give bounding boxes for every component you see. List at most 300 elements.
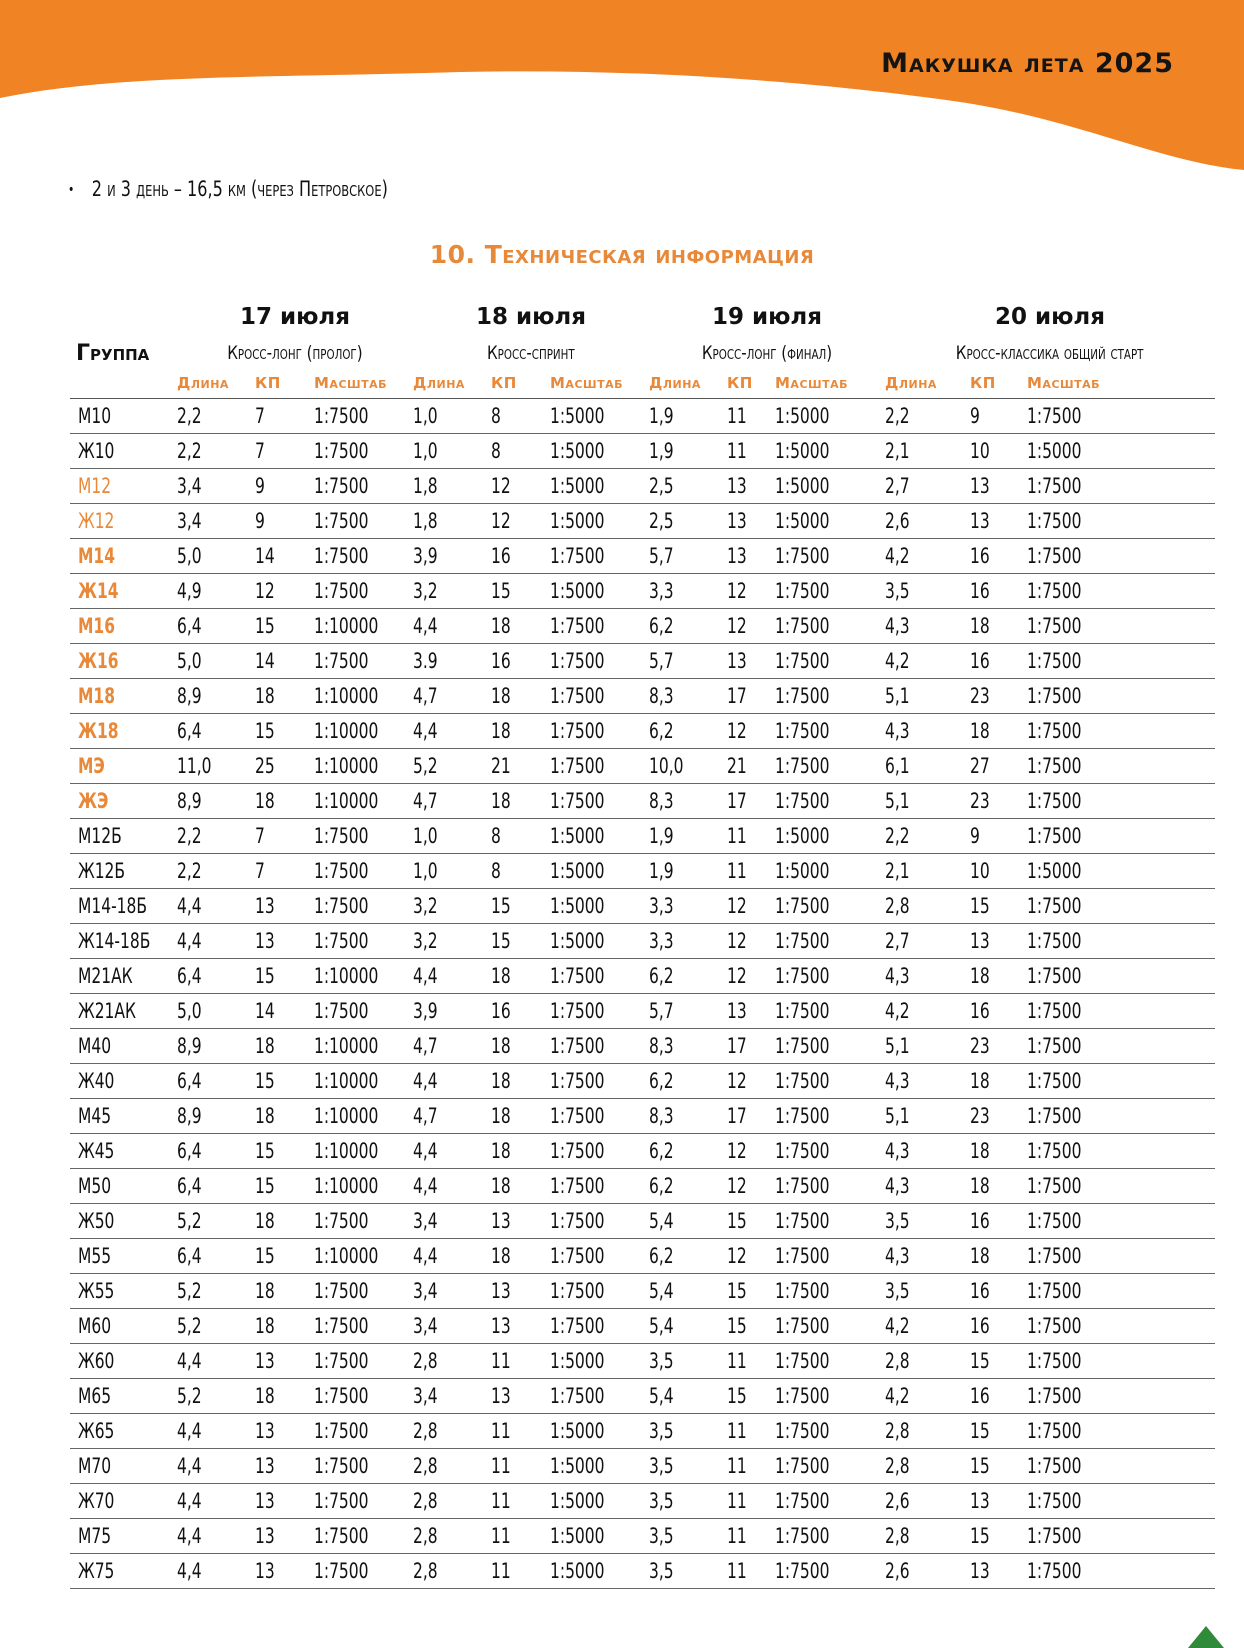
column-header-scale: Масштаб (1027, 368, 1215, 399)
scale-cell: 1:7500 (314, 854, 413, 889)
scale-cell: 1:7500 (1027, 1309, 1215, 1344)
day-date: 20 июля (994, 304, 1106, 330)
length-cell: 4,4 (177, 924, 255, 959)
group-cell: Ж65 (70, 1414, 177, 1449)
cp-cell: 18 (255, 784, 314, 819)
cp-cell: 15 (970, 1344, 1027, 1379)
length-cell: 4,4 (413, 959, 491, 994)
length-cell: 3,4 (413, 1379, 491, 1414)
length-cell: 2,2 (885, 399, 970, 434)
length-cell: 2,2 (885, 819, 970, 854)
cp-cell: 17 (727, 1099, 775, 1134)
cp-cell: 11 (491, 1554, 550, 1589)
scale-cell: 1:7500 (775, 679, 885, 714)
cp-cell: 13 (727, 504, 775, 539)
scale-cell: 1:7500 (314, 644, 413, 679)
group-cell: Ж18 (70, 714, 177, 749)
length-cell: 3,5 (649, 1449, 727, 1484)
length-cell: 3,5 (649, 1414, 727, 1449)
length-cell: 3,3 (649, 924, 727, 959)
length-cell: 2,8 (413, 1554, 491, 1589)
cp-cell: 18 (491, 1029, 550, 1064)
table-row (70, 1554, 1215, 1589)
group-cell: Ж70 (70, 1484, 177, 1519)
length-cell: 3,5 (649, 1554, 727, 1589)
length-cell: 6,1 (885, 749, 970, 784)
scale-cell: 1:5000 (775, 854, 885, 889)
group-cell: Ж50 (70, 1204, 177, 1239)
length-cell: 4,4 (413, 609, 491, 644)
scale-cell: 1:7500 (1027, 889, 1215, 924)
cp-cell: 15 (970, 1519, 1027, 1554)
length-cell: 5,1 (885, 1029, 970, 1064)
cp-cell: 15 (255, 1134, 314, 1169)
cp-cell: 12 (727, 1134, 775, 1169)
cp-cell: 12 (727, 959, 775, 994)
cp-cell: 13 (255, 1484, 314, 1519)
length-cell: 3,5 (649, 1519, 727, 1554)
cp-cell: 18 (491, 1239, 550, 1274)
length-cell: 6,2 (649, 609, 727, 644)
cp-cell: 10 (970, 434, 1027, 469)
scale-cell: 1:7500 (1027, 1519, 1215, 1554)
table-row (70, 994, 1215, 1029)
cp-cell: 16 (491, 994, 550, 1029)
cp-cell: 15 (255, 1169, 314, 1204)
scale-cell: 1:7500 (550, 644, 649, 679)
scale-cell: 1:7500 (775, 609, 885, 644)
scale-cell: 1:5000 (550, 434, 649, 469)
scale-cell: 1:7500 (775, 1519, 885, 1554)
scale-cell: 1:5000 (550, 1519, 649, 1554)
scale-cell: 1:7500 (1027, 1554, 1215, 1589)
length-cell: 5,1 (885, 1099, 970, 1134)
group-cell: Ж12 (70, 504, 177, 539)
scale-cell: 1:7500 (550, 1134, 649, 1169)
scale-cell: 1:7500 (1027, 1099, 1215, 1134)
length-cell: 5,7 (649, 994, 727, 1029)
length-cell: 6,4 (177, 959, 255, 994)
scale-cell: 1:7500 (775, 644, 885, 679)
cp-cell: 10 (970, 854, 1027, 889)
scale-cell: 1:7500 (775, 1309, 885, 1344)
cp-cell: 11 (727, 1344, 775, 1379)
cp-cell: 11 (727, 1554, 775, 1589)
scale-cell: 1:10000 (314, 1169, 413, 1204)
group-header: Группа (76, 341, 150, 366)
cp-cell: 13 (255, 1344, 314, 1379)
length-cell: 3,3 (649, 889, 727, 924)
column-header-cp: КП (255, 368, 314, 399)
cp-cell: 7 (255, 399, 314, 434)
length-cell: 8,9 (177, 1099, 255, 1134)
table-row (70, 714, 1215, 749)
cp-cell: 18 (491, 679, 550, 714)
length-cell: 6,2 (649, 959, 727, 994)
cp-cell: 11 (727, 1449, 775, 1484)
table-row (70, 959, 1215, 994)
group-cell: М12 (70, 469, 177, 504)
length-cell: 5,4 (649, 1309, 727, 1344)
scale-cell: 1:10000 (314, 1099, 413, 1134)
length-cell: 8,9 (177, 1029, 255, 1064)
scale-cell: 1:5000 (550, 819, 649, 854)
scale-cell: 1:7500 (550, 1274, 649, 1309)
length-cell: 2,8 (413, 1344, 491, 1379)
length-cell: 2,7 (885, 469, 970, 504)
scale-cell: 1:7500 (550, 1204, 649, 1239)
group-cell: Ж16 (70, 644, 177, 679)
scale-cell: 1:7500 (314, 1414, 413, 1449)
length-cell: 4,4 (177, 1449, 255, 1484)
length-cell: 2,8 (413, 1484, 491, 1519)
cp-cell: 23 (970, 679, 1027, 714)
length-cell: 6,2 (649, 714, 727, 749)
cp-cell: 18 (491, 1064, 550, 1099)
scale-cell: 1:7500 (1027, 1064, 1215, 1099)
scale-cell: 1:7500 (1027, 819, 1215, 854)
cp-cell: 18 (255, 1274, 314, 1309)
scale-cell: 1:5000 (550, 1449, 649, 1484)
length-cell: 6,2 (649, 1134, 727, 1169)
length-cell: 2,6 (885, 504, 970, 539)
length-cell: 6,4 (177, 609, 255, 644)
scale-cell: 1:7500 (775, 924, 885, 959)
scale-cell: 1:7500 (550, 959, 649, 994)
cp-cell: 16 (970, 1204, 1027, 1239)
scale-cell: 1:5000 (775, 504, 885, 539)
scale-cell: 1:10000 (314, 1134, 413, 1169)
column-header-length: Длина (413, 368, 491, 399)
cp-cell: 18 (491, 714, 550, 749)
length-cell: 5,2 (177, 1379, 255, 1414)
group-cell: ЖЭ (70, 784, 177, 819)
length-cell: 2,2 (177, 854, 255, 889)
scale-cell: 1:7500 (1027, 924, 1215, 959)
length-cell: 4,4 (413, 1064, 491, 1099)
scale-cell: 1:7500 (314, 574, 413, 609)
cp-cell: 15 (491, 924, 550, 959)
column-header-scale: Масштаб (775, 368, 885, 399)
cp-cell: 12 (727, 574, 775, 609)
table-row (70, 539, 1215, 574)
table-row (70, 1274, 1215, 1309)
length-cell: 5,2 (177, 1274, 255, 1309)
cp-cell: 15 (255, 1239, 314, 1274)
cp-cell: 13 (491, 1274, 550, 1309)
cp-cell: 13 (491, 1309, 550, 1344)
length-cell: 1,0 (413, 434, 491, 469)
length-cell: 6,2 (649, 1239, 727, 1274)
cp-cell: 16 (491, 644, 550, 679)
length-cell: 8,3 (649, 784, 727, 819)
length-cell: 4,4 (177, 1554, 255, 1589)
length-cell: 3,4 (177, 469, 255, 504)
cp-cell: 18 (491, 1169, 550, 1204)
day-date: 17 июля (239, 304, 351, 330)
scale-cell: 1:7500 (775, 1029, 885, 1064)
length-cell: 11,0 (177, 749, 255, 784)
group-cell: Ж60 (70, 1344, 177, 1379)
scale-cell: 1:7500 (775, 1274, 885, 1309)
length-cell: 2,6 (885, 1484, 970, 1519)
length-cell: 4,4 (177, 1414, 255, 1449)
length-cell: 4,4 (413, 1134, 491, 1169)
length-cell: 3,9 (413, 539, 491, 574)
cp-cell: 17 (727, 784, 775, 819)
table-row (70, 1449, 1215, 1484)
scale-cell: 1:7500 (1027, 1484, 1215, 1519)
group-cell: Ж55 (70, 1274, 177, 1309)
length-cell: 4,2 (885, 539, 970, 574)
cp-cell: 17 (727, 1029, 775, 1064)
length-cell: 4,3 (885, 609, 970, 644)
scale-cell: 1:7500 (550, 1029, 649, 1064)
cp-cell: 15 (727, 1379, 775, 1414)
length-cell: 4,9 (177, 574, 255, 609)
scale-cell: 1:5000 (775, 399, 885, 434)
table-row (70, 1414, 1215, 1449)
scale-cell: 1:5000 (775, 434, 885, 469)
cp-cell: 21 (727, 749, 775, 784)
group-cell: М14 (70, 539, 177, 574)
table-row (70, 1519, 1215, 1554)
table-row (70, 854, 1215, 889)
scale-cell: 1:7500 (1027, 609, 1215, 644)
table-row (70, 1204, 1215, 1239)
technical-info-table (70, 296, 1215, 1589)
document-title: Макушка лета 2025 (881, 48, 1174, 79)
length-cell: 2,8 (885, 889, 970, 924)
cp-cell: 18 (255, 1379, 314, 1414)
scale-cell: 1:7500 (314, 1274, 413, 1309)
group-cell: М10 (70, 399, 177, 434)
length-cell: 3,4 (177, 504, 255, 539)
group-cell: М70 (70, 1449, 177, 1484)
cp-cell: 11 (727, 819, 775, 854)
scale-cell: 1:10000 (314, 714, 413, 749)
length-cell: 4,3 (885, 714, 970, 749)
cp-cell: 16 (970, 994, 1027, 1029)
length-cell: 3,5 (649, 1344, 727, 1379)
table-row (70, 1169, 1215, 1204)
cp-cell: 15 (727, 1309, 775, 1344)
cp-cell: 13 (255, 1519, 314, 1554)
scale-cell: 1:7500 (314, 434, 413, 469)
scale-cell: 1:7500 (1027, 1204, 1215, 1239)
length-cell: 5,4 (649, 1204, 727, 1239)
length-cell: 2,1 (885, 854, 970, 889)
length-cell: 6,4 (177, 1169, 255, 1204)
table-row (70, 1344, 1215, 1379)
scale-cell: 1:7500 (1027, 959, 1215, 994)
cp-cell: 13 (255, 1449, 314, 1484)
scale-cell: 1:5000 (550, 1344, 649, 1379)
bullet-text: 2 и 3 день – 16,5 км (через Петровское) (91, 177, 388, 201)
column-header-length: Длина (649, 368, 727, 399)
scale-cell: 1:7500 (775, 994, 885, 1029)
scale-cell: 1:7500 (1027, 1274, 1215, 1309)
length-cell: 2,8 (413, 1519, 491, 1554)
scale-cell: 1:5000 (550, 1554, 649, 1589)
scale-cell: 1:7500 (550, 539, 649, 574)
cp-cell: 15 (491, 889, 550, 924)
scale-cell: 1:10000 (314, 1239, 413, 1274)
section-title: 10. Техническая информация (429, 240, 815, 269)
cp-cell: 17 (727, 679, 775, 714)
table-row (70, 434, 1215, 469)
length-cell: 2,2 (177, 819, 255, 854)
cp-cell: 15 (255, 1064, 314, 1099)
cp-cell: 23 (970, 1099, 1027, 1134)
length-cell: 3,2 (413, 889, 491, 924)
group-cell: М40 (70, 1029, 177, 1064)
cp-cell: 13 (970, 1484, 1027, 1519)
column-header-cp: КП (491, 368, 550, 399)
cp-cell: 23 (970, 1029, 1027, 1064)
scale-cell: 1:5000 (550, 399, 649, 434)
length-cell: 5,4 (649, 1379, 727, 1414)
length-cell: 8,9 (177, 679, 255, 714)
scale-cell: 1:5000 (775, 469, 885, 504)
length-cell: 4,4 (413, 714, 491, 749)
length-cell: 4,4 (177, 1484, 255, 1519)
scale-cell: 1:10000 (314, 959, 413, 994)
cp-cell: 15 (970, 1414, 1027, 1449)
length-cell: 8,9 (177, 784, 255, 819)
column-header-cp: КП (727, 368, 775, 399)
scale-cell: 1:10000 (314, 609, 413, 644)
scale-cell: 1:7500 (550, 784, 649, 819)
cp-cell: 12 (255, 574, 314, 609)
cp-cell: 12 (727, 609, 775, 644)
cp-cell: 18 (255, 1309, 314, 1344)
length-cell: 4,3 (885, 1134, 970, 1169)
cp-cell: 16 (970, 1274, 1027, 1309)
scale-cell: 1:5000 (550, 1414, 649, 1449)
table-row (70, 1029, 1215, 1064)
cp-cell: 18 (970, 1064, 1027, 1099)
cp-cell: 13 (255, 889, 314, 924)
scale-cell: 1:7500 (1027, 539, 1215, 574)
length-cell: 4,4 (177, 1519, 255, 1554)
banner-wave (0, 0, 1244, 170)
cp-cell: 9 (970, 399, 1027, 434)
length-cell: 3,5 (885, 574, 970, 609)
group-cell: М60 (70, 1309, 177, 1344)
length-cell: 5,1 (885, 679, 970, 714)
length-cell: 4,2 (885, 1379, 970, 1414)
scale-cell: 1:5000 (1027, 854, 1215, 889)
cp-cell: 23 (970, 784, 1027, 819)
day-type: Кросс-классика общий старт (956, 342, 1144, 364)
length-cell: 3,4 (413, 1274, 491, 1309)
cp-cell: 12 (727, 924, 775, 959)
cp-cell: 18 (491, 609, 550, 644)
cp-cell: 7 (255, 819, 314, 854)
scale-cell: 1:7500 (1027, 784, 1215, 819)
scale-cell: 1:7500 (775, 1169, 885, 1204)
scale-cell: 1:7500 (314, 1484, 413, 1519)
scale-cell: 1:7500 (314, 1344, 413, 1379)
scale-cell: 1:7500 (775, 1064, 885, 1099)
length-cell: 2,5 (649, 504, 727, 539)
scale-cell: 1:7500 (314, 994, 413, 1029)
length-cell: 5,0 (177, 644, 255, 679)
cp-cell: 21 (491, 749, 550, 784)
cp-cell: 9 (970, 819, 1027, 854)
table-row (70, 1099, 1215, 1134)
length-cell: 6,2 (649, 1064, 727, 1099)
table-row (70, 574, 1215, 609)
scale-cell: 1:7500 (775, 574, 885, 609)
cp-cell: 13 (727, 539, 775, 574)
scale-cell: 1:7500 (1027, 679, 1215, 714)
length-cell: 1,0 (413, 854, 491, 889)
length-cell: 1,0 (413, 399, 491, 434)
length-cell: 4,3 (885, 1169, 970, 1204)
table-row (70, 469, 1215, 504)
bullet-item (68, 177, 388, 201)
cp-cell: 15 (727, 1204, 775, 1239)
length-cell: 3,3 (649, 574, 727, 609)
cp-cell: 13 (255, 1414, 314, 1449)
cp-cell: 7 (255, 434, 314, 469)
cp-cell: 14 (255, 994, 314, 1029)
group-cell: Ж21АК (70, 994, 177, 1029)
length-cell: 4,4 (413, 1239, 491, 1274)
scale-cell: 1:7500 (550, 679, 649, 714)
cp-cell: 13 (970, 924, 1027, 959)
day-type: Кросс-лонг (финал) (701, 342, 833, 364)
group-cell: Ж14-18Б (70, 924, 177, 959)
length-cell: 2,2 (177, 399, 255, 434)
cp-cell: 8 (491, 819, 550, 854)
cp-cell: 13 (970, 1554, 1027, 1589)
cp-cell: 16 (970, 539, 1027, 574)
scale-cell: 1:7500 (1027, 504, 1215, 539)
length-cell: 4,2 (885, 1309, 970, 1344)
header-banner (0, 0, 1244, 190)
column-header-length: Длина (177, 368, 255, 399)
cp-cell: 9 (255, 504, 314, 539)
cp-cell: 18 (491, 784, 550, 819)
scale-cell: 1:7500 (314, 469, 413, 504)
column-header-row (70, 368, 1215, 399)
cp-cell: 11 (727, 434, 775, 469)
group-cell: М65 (70, 1379, 177, 1414)
cp-cell: 18 (255, 1029, 314, 1064)
length-cell: 2,2 (177, 434, 255, 469)
table-row (70, 644, 1215, 679)
table-row (70, 504, 1215, 539)
scale-cell: 1:7500 (314, 1519, 413, 1554)
table-row (70, 889, 1215, 924)
length-cell: 6,4 (177, 714, 255, 749)
length-cell: 5,0 (177, 539, 255, 574)
scale-cell: 1:7500 (550, 1379, 649, 1414)
cp-cell: 27 (970, 749, 1027, 784)
cp-cell: 18 (970, 959, 1027, 994)
scale-cell: 1:7500 (314, 1449, 413, 1484)
group-cell: М50 (70, 1169, 177, 1204)
bullet-dot: • (68, 182, 75, 198)
scale-cell: 1:7500 (314, 399, 413, 434)
length-cell: 5,2 (177, 1309, 255, 1344)
scale-cell: 1:7500 (775, 1204, 885, 1239)
scale-cell: 1:7500 (550, 1239, 649, 1274)
table-row (70, 819, 1215, 854)
